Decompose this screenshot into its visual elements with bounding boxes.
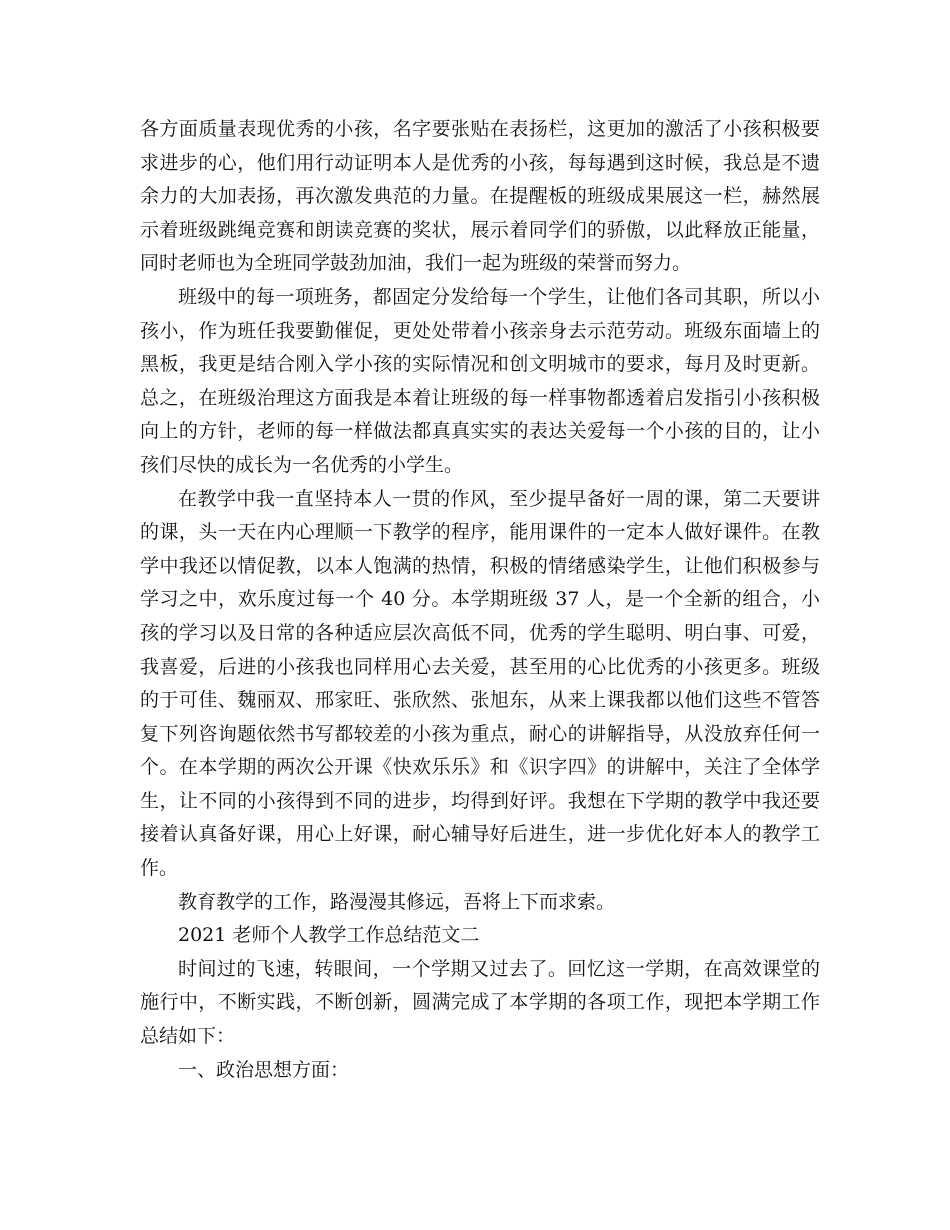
document-body [140, 113, 820, 1087]
section-heading-politics: 一、政治思想方面： [178, 1058, 350, 1081]
paragraph-2: 班级中的每一项班务，都固定分发给每一个学生，让他们各司其职，所以小孩小，作为班任我要勤催促，更处处带着小孩亲身去示范劳动。班级东面墙上的黑板，我更是结合刚入学小孩的实际情况和创文明城市的要求，每月及时更新。总之，在班级治理这方面我是本着让班级的每一样事物都透着启发指引小孩积极向上的方针，老师的每一样做法都真真实实的表达关爱每一个小孩的目的，让小孩们尽快的成长为一名优秀的小学生。 [140, 285, 820, 476]
section-title: 2021 老师个人教学工作总结范文二 [178, 924, 480, 947]
paragraph-1: 各方面质量表现优秀的小孩，名字要张贴在表扬栏，这更加的激活了小孩积极要求进步的心，他们用行动证明本人是优秀的小孩，每每遇到这时候，我总是不遗余力的大加表扬，再次激发典范的力量。在提醒板的班级成果展这一栏，赫然展示着班级跳绳竞赛和朗读竞赛的奖状，展示着同学们的骄傲，以此释放正能量，同时老师也为全班同学鼓劲加油，我们一起为班级的荣誉而努力。 [140, 118, 820, 275]
paragraph-3: 在教学中我一直坚持本人一贯的作风，至少提早备好一周的课，第二天要讲的课，头一天在内心理顺一下教学的程序，能用课件的一定本人做好课件。在教学中我还以情促教，以本人饱满的热情，积极的情绪感染学生，让他们积极参与学习之中，欢乐度过每一个 40 分。本学期班级 37 人，是一个全新的组合，小孩的学习以及日常的各种适应层次高低不同，优秀的学生聪明、明白事、可爱，我喜爱，后进的小孩我也同样用心去关爱，甚至用的心比优秀的小孩更多。班级的于可佳、魏丽双、邢家旺、张欣然、张旭东，从来上课我都以他们这些不管答复下列咨询题依然书写都较差的小孩为重点，耐心的讲解指导，从没放弃任何一个。在本学期的两次公开课《快欢乐乐》和《识字四》的讲解中，关注了全体学生，让不同的小孩得到不同的进步，均得到好评。我想在下学期的教学中我还要接着认真备好课，用心上好课，耐心辅导好后进生，进一步优化好本人的教学工作。 [140, 487, 820, 880]
paragraph-4: 教育教学的工作，路漫漫其修远，吾将上下而求索。 [178, 890, 616, 913]
paragraph-5: 时间过的飞速，转眼间，一个学期又过去了。回忆这一学期，在高效课堂的施行中，不断实践，不断创新，圆满完成了本学期的各项工作，现把本学期工作总结如下： [140, 957, 820, 1048]
